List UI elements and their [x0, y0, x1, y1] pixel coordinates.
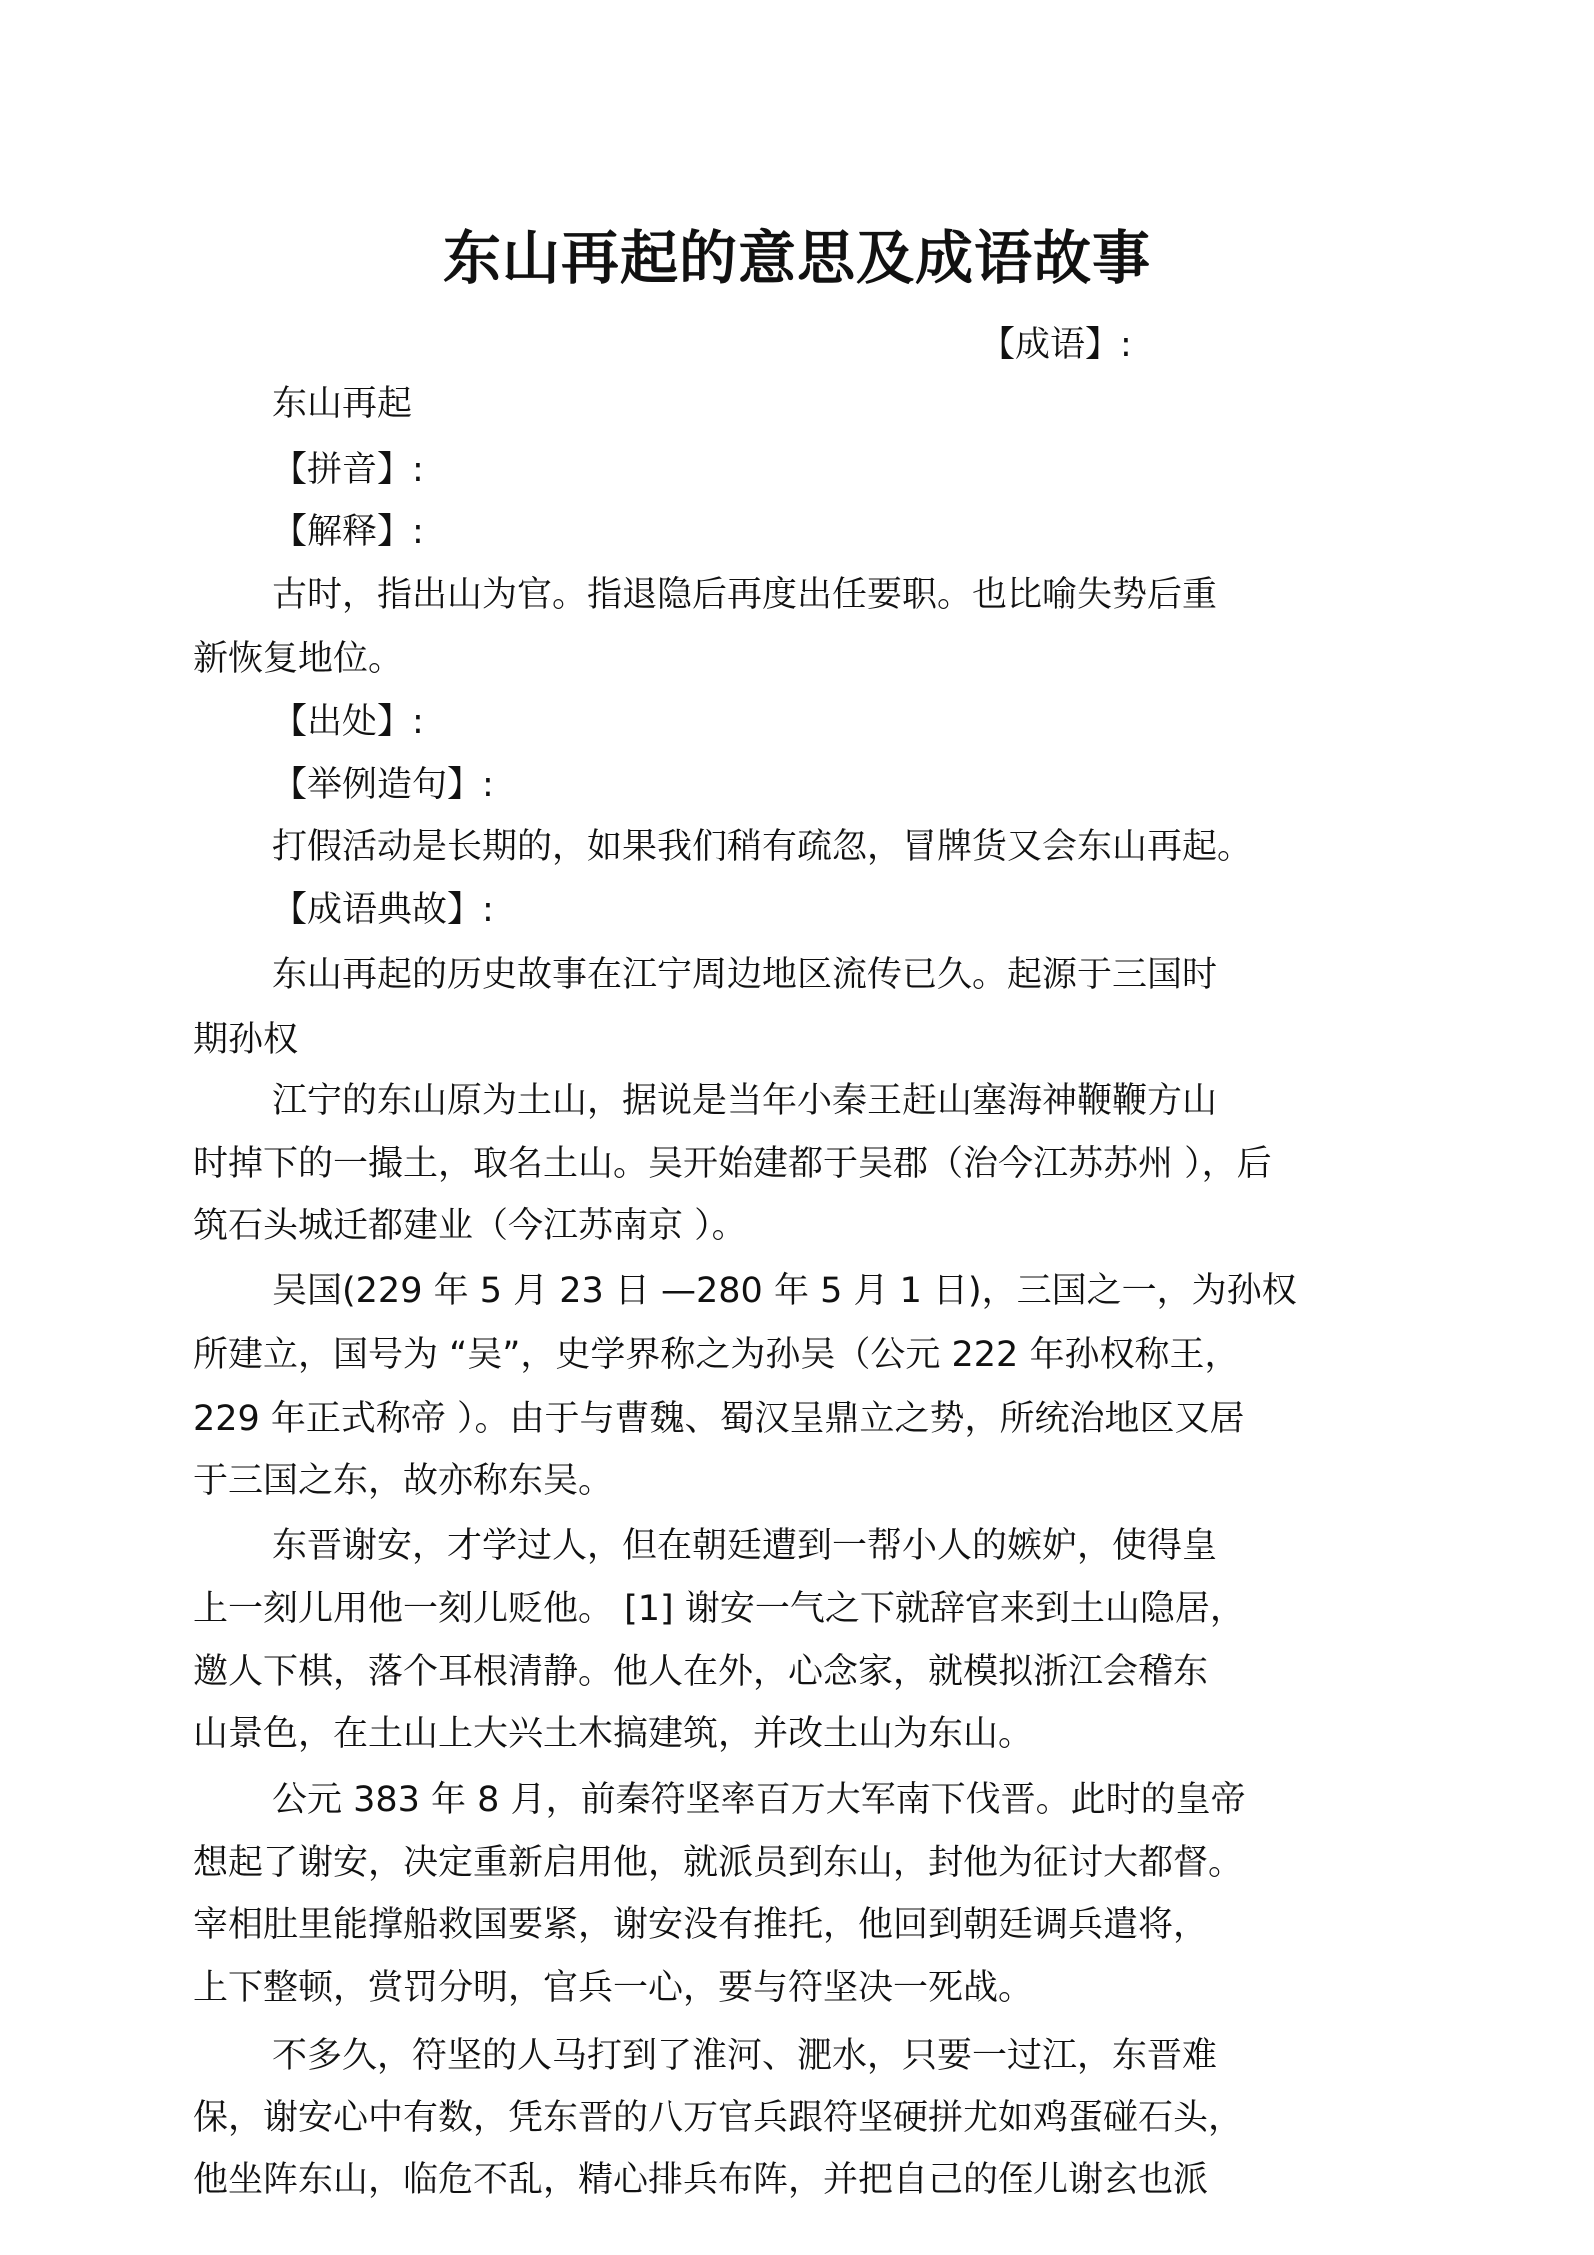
section-label-idiom: 【成语】: — [980, 325, 1132, 365]
example-sentence: 打假活动是长期的，如果我们稍有疏忽，冒牌货又会东山再起。 — [272, 827, 1253, 867]
story-paragraph-6-line-2: 保，谢安心中有数，凭东晋的八万官兵跟符坚硬拼尤如鸡蛋碰石头， — [193, 2098, 1244, 2138]
explanation-line-1: 古时，指出山为官。指退隐后再度出任要职。也比喻失势后重 — [272, 575, 1218, 615]
story-paragraph-6-line-3: 他坐阵东山，临危不乱，精心排兵布阵，并把自己的侄儿谢玄也派 — [193, 2160, 1209, 2200]
story-paragraph-4-line-4: 山景色，在土山上大兴土木搞建筑，并改土山为东山。 — [193, 1714, 1034, 1754]
section-label-source: 【出处】: — [272, 702, 424, 742]
story-paragraph-4-line-2: 上一刻儿用他一刻儿贬他。 [1] 谢安一气之下就辞官来到土山隐居， — [193, 1589, 1245, 1629]
story-paragraph-2-line-2: 时掉下的一撮土，取名土山。吴开始建都于吴郡（治今江苏苏州 ），后 — [193, 1144, 1272, 1184]
story-paragraph-3-line-1: 吴国(229 年 5 月 23 日 —280 年 5 月 1 日)，三国之一，为孙权 — [272, 1271, 1297, 1311]
story-paragraph-5-line-2: 想起了谢安，决定重新启用他，就派员到东山，封他为征讨大都督。 — [193, 1843, 1244, 1883]
story-paragraph-5-line-3: 宰相肚里能撑船救国要紧，谢安没有推托，他回到朝廷调兵遣将， — [193, 1905, 1209, 1945]
story-paragraph-1-line-1: 东山再起的历史故事在江宁周边地区流传已久。起源于三国时 — [272, 955, 1218, 995]
story-paragraph-2-line-1: 江宁的东山原为土山，据说是当年小秦王赶山塞海神鞭鞭方山 — [272, 1081, 1218, 1121]
story-paragraph-5-line-1: 公元 383 年 8 月，前秦符坚率百万大军南下伐晋。此时的皇帝 — [272, 1780, 1246, 1820]
section-label-story: 【成语典故】: — [272, 890, 494, 930]
section-label-pinyin: 【拼音】: — [272, 450, 424, 490]
story-paragraph-2-line-3: 筑石头城迁都建业（今江苏南京 ）。 — [193, 1206, 747, 1246]
explanation-line-2: 新恢复地位。 — [193, 639, 404, 679]
story-paragraph-5-line-4: 上下整顿，赏罚分明，官兵一心，要与符坚决一死战。 — [193, 1968, 1034, 2008]
section-label-example: 【举例造句】: — [272, 765, 494, 805]
story-paragraph-6-line-1: 不多久，符坚的人马打到了淮河、淝水，只要一过江，东晋难 — [272, 2036, 1218, 2076]
story-paragraph-4-line-1: 东晋谢安，才学过人，但在朝廷遭到一帮小人的嫉妒，使得皇 — [272, 1526, 1218, 1566]
story-paragraph-3-line-2: 所建立，国号为 “吴”，史学界称之为孙吴（公元 222 年孙权称王， — [193, 1335, 1240, 1375]
section-label-explanation: 【解释】: — [272, 512, 424, 552]
story-paragraph-3-line-3: 229 年正式称帝 ）。由于与曹魏、蜀汉呈鼎立之势，所统治地区又居 — [193, 1399, 1245, 1439]
idiom-text: 东山再起 — [272, 384, 413, 424]
story-paragraph-3-line-4: 于三国之东，故亦称东吴。 — [193, 1461, 614, 1501]
story-paragraph-4-line-3: 邀人下棋，落个耳根清静。他人在外，心念家，就模拟浙江会稽东 — [193, 1652, 1209, 1692]
document-title: 东山再起的意思及成语故事 — [442, 224, 1151, 292]
story-paragraph-1-line-2: 期孙权 — [193, 1020, 299, 1060]
